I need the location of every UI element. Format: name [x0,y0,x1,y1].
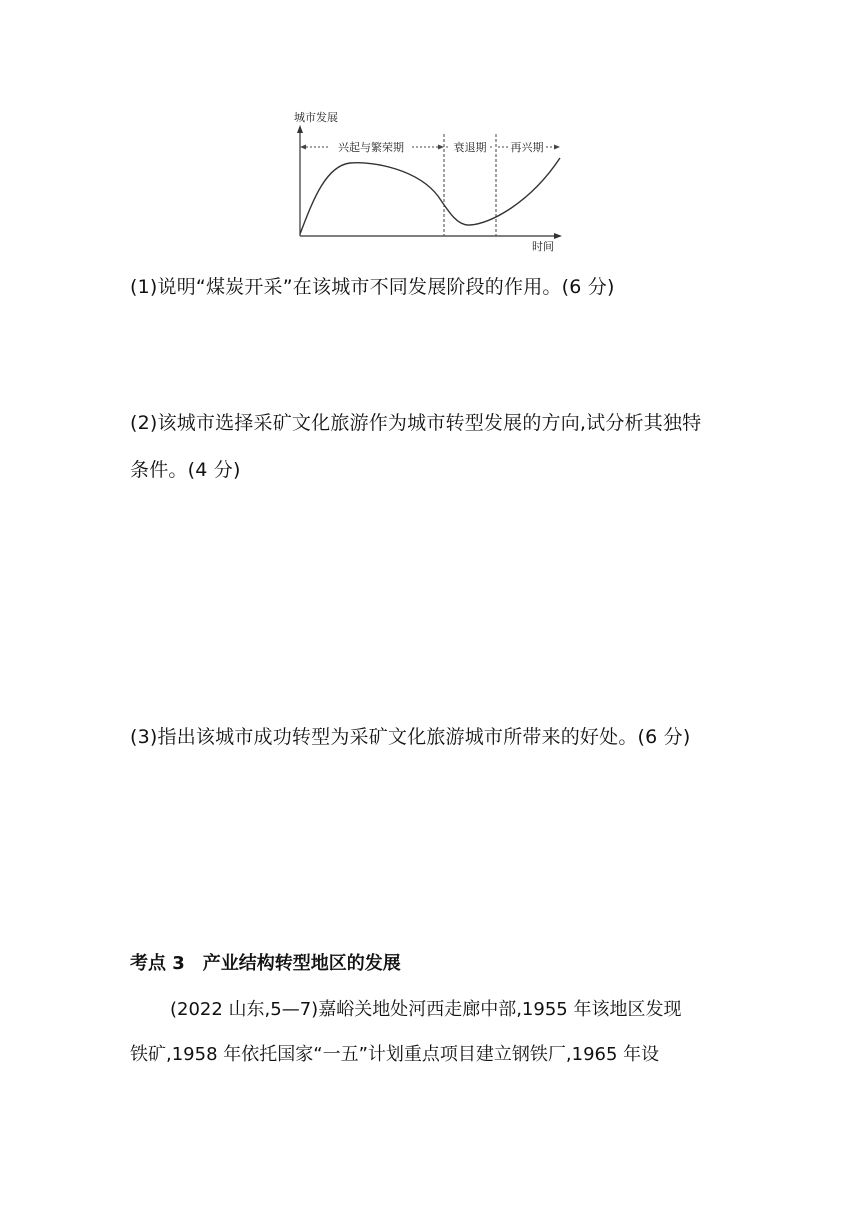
question-1: (1)说明“煤炭开采”在该城市不同发展阶段的作用。(6 分) [130,276,615,298]
x-axis-arrow [554,233,562,239]
stage-label-decline: 衰退期 [453,141,487,154]
question-2-line-2: 条件。(4 分) [130,459,241,481]
x-axis-label: 时间 [532,240,554,253]
y-axis-arrow [297,125,303,133]
stage-label-revival: 再兴期 [510,141,544,154]
question-3: (3)指出该城市成功转型为采矿文化旅游城市所带来的好处。(6 分) [130,726,691,748]
y-axis-label: 城市发展 [294,111,338,124]
question-2-line-1: (2)该城市选择采矿文化旅游作为城市转型发展的方向,试分析其独特 [130,412,702,434]
development-curve [300,158,560,234]
stage3-arrow-right [554,145,560,150]
paragraph-line-1: (2022 山东,5—7)嘉峪关地处河西走廊中部,1955 年该地区发现 [170,999,682,1020]
stage1-arrow-right [438,145,444,150]
paragraph-line-2: 铁矿,1958 年依托国家“一五”计划重点项目建立钢铁厂,1965 年设 [130,1044,660,1065]
stage-label-rise: 兴起与繁荣期 [338,141,404,154]
section-title: 考点 3 产业结构转型地区的发展 [130,953,401,974]
stage1-arrow-left [300,145,306,150]
diagram-svg [290,108,566,258]
city-development-diagram [290,108,566,258]
